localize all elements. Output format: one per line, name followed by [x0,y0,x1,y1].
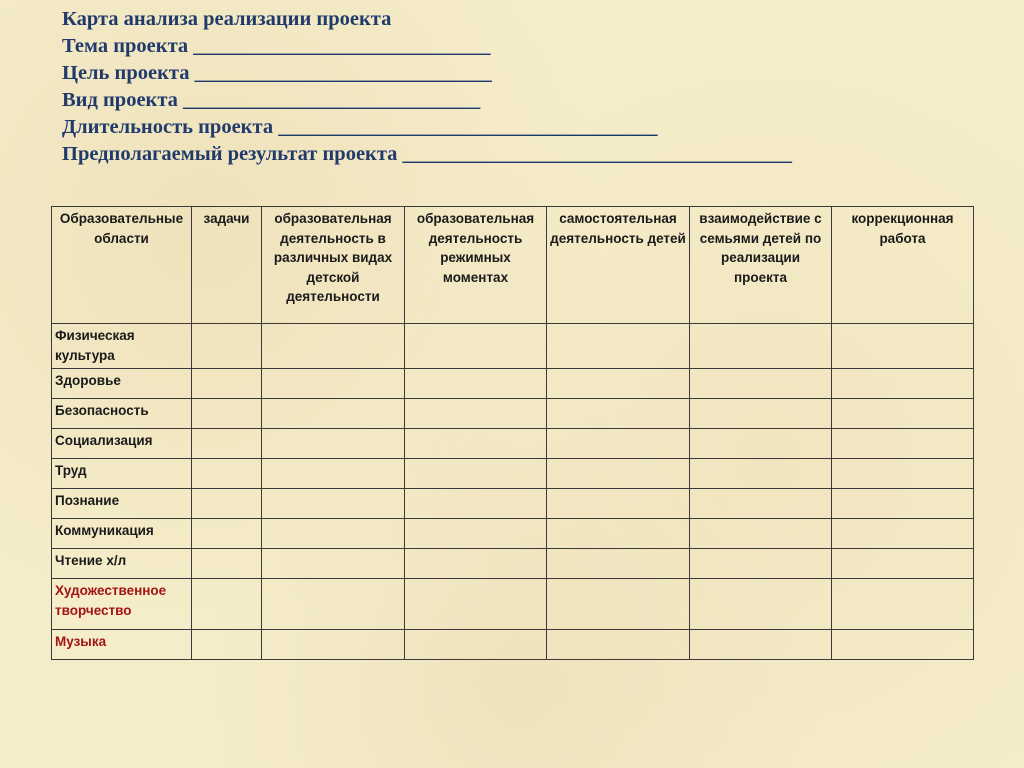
table-cell [547,459,690,489]
column-header: взаимодействие с семьями детей по реализации проекта [690,207,832,324]
row-label: Коммуникация [52,519,192,549]
table-cell [832,549,974,579]
table-cell [192,630,262,660]
column-header: Образовательные области [52,207,192,324]
table-cell [547,399,690,429]
table-cell [832,579,974,630]
table-cell [832,630,974,660]
project-type-field: Вид проекта _____________________________ [62,89,481,111]
table-cell [690,489,832,519]
column-header: коррекционная работа [832,207,974,324]
table-cell [192,429,262,459]
table-cell [192,579,262,630]
analysis-table [51,206,974,660]
table-cell [192,459,262,489]
table-cell [262,369,405,399]
table-row [52,459,974,489]
table-cell [405,324,547,369]
row-label: Физическая культура [52,324,192,369]
table-cell [262,459,405,489]
table-cell [405,630,547,660]
table-cell [690,630,832,660]
table-cell [690,519,832,549]
row-label: Социализация [52,429,192,459]
row-label: Художественное творчество [52,579,192,630]
table-cell [262,489,405,519]
table-cell [405,519,547,549]
table-row [52,579,974,630]
table-row [52,369,974,399]
row-label: Чтение х/л [52,549,192,579]
table-cell [405,489,547,519]
table-cell [690,429,832,459]
table-row [52,489,974,519]
table-row [52,519,974,549]
column-header: задачи [192,207,262,324]
table-cell [547,630,690,660]
project-goal-field: Цель проекта _____________________________ [62,62,492,84]
column-header: образовательная деятельность режимных моментах [405,207,547,324]
table-cell [832,489,974,519]
row-label: Познание [52,489,192,519]
column-header: образовательная деятельность в различных видах детской деятельности [262,207,405,324]
table-row [52,399,974,429]
table-cell [192,489,262,519]
table-cell [192,519,262,549]
table-row [52,429,974,459]
table-header-row [52,207,974,324]
table-cell [405,549,547,579]
title: Карта анализа реализации проекта [62,8,392,30]
table-cell [547,579,690,630]
table-row [52,630,974,660]
table-cell [832,459,974,489]
table-cell [690,579,832,630]
table-cell [262,429,405,459]
table-cell [690,399,832,429]
row-label: Музыка [52,630,192,660]
table-cell [690,549,832,579]
expected-result-field: Предполагаемый результат проекта ______________________________________ [62,143,793,165]
table-cell [547,324,690,369]
header-block [62,6,962,168]
table-cell [832,519,974,549]
table-row [52,549,974,579]
table-cell [690,324,832,369]
table-cell [262,399,405,429]
project-theme-field: Тема проекта _____________________________ [62,35,491,57]
table-cell [405,579,547,630]
project-duration-field: Длительность проекта _____________________________________ [62,116,658,138]
table-cell [405,459,547,489]
table-cell [405,429,547,459]
table-cell [262,630,405,660]
table-cell [405,399,547,429]
table-cell [690,369,832,399]
table-cell [192,549,262,579]
row-label: Здоровье [52,369,192,399]
column-header: самостоятельная деятельность детей [547,207,690,324]
table-cell [547,519,690,549]
table-cell [547,369,690,399]
table-cell [262,519,405,549]
table-cell [192,399,262,429]
table-cell [262,579,405,630]
table-cell [690,459,832,489]
table-cell [832,324,974,369]
table-cell [192,369,262,399]
table-cell [192,324,262,369]
table-cell [547,429,690,459]
table-cell [832,429,974,459]
table-row [52,324,974,369]
table-cell [547,489,690,519]
table-cell [405,369,547,399]
table-cell [832,369,974,399]
table-cell [262,324,405,369]
table-cell [832,399,974,429]
table-cell [262,549,405,579]
table-cell [547,549,690,579]
row-label: Безопасность [52,399,192,429]
row-label: Труд [52,459,192,489]
